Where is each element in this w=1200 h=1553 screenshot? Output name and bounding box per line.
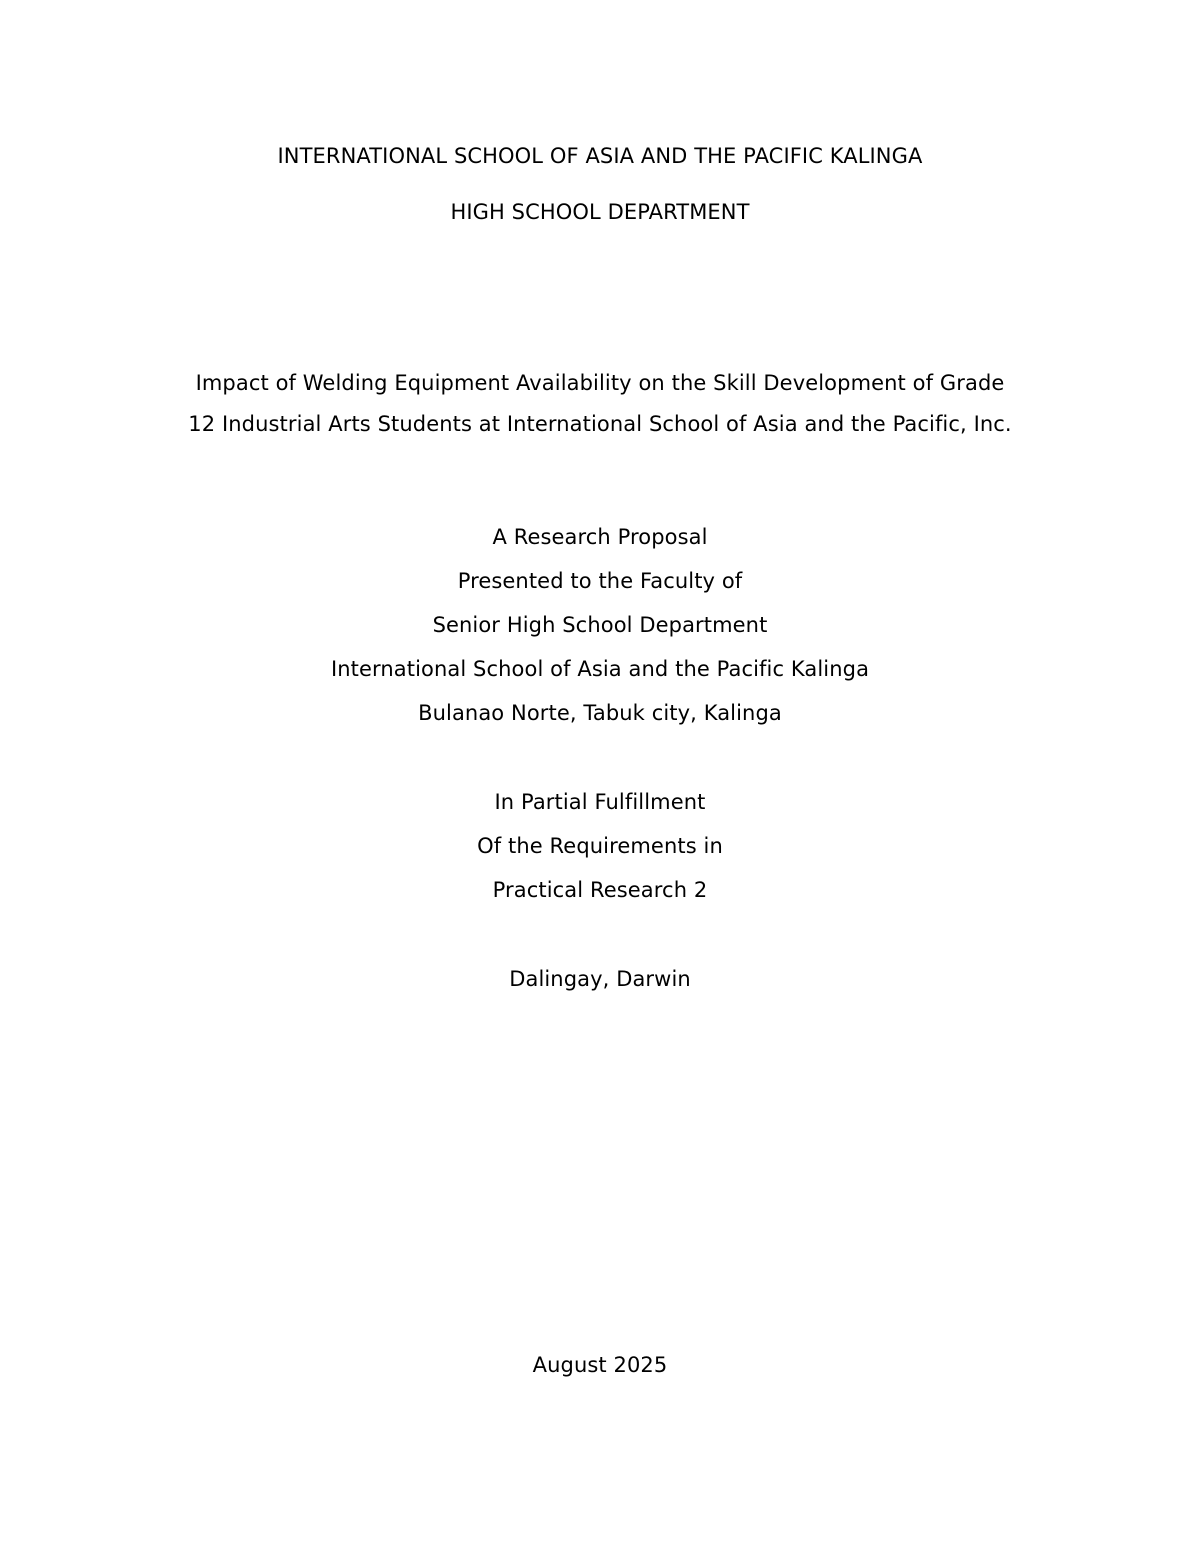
proposal-line: Presented to the Faculty of	[457, 569, 743, 593]
fulfillment-line: Practical Research 2	[492, 878, 708, 902]
proposal-line: Senior High School Department	[432, 613, 768, 637]
research-title-line-2: 12 Industrial Arts Students at International School of Asia and the Pacific, Inc.	[188, 412, 1012, 436]
research-title-line-1: Impact of Welding Equipment Availability on the Skill Development of Grade	[195, 371, 1005, 395]
fulfillment-line: In Partial Fulfillment	[494, 790, 706, 814]
proposal-line: A Research Proposal	[492, 525, 708, 549]
submission-date: August 2025	[532, 1353, 668, 1377]
author-name: Dalingay, Darwin	[509, 967, 691, 991]
school-name: INTERNATIONAL SCHOOL OF ASIA AND THE PACIFIC KALINGA	[277, 144, 923, 168]
proposal-line: International School of Asia and the Pacific Kalinga	[330, 657, 870, 681]
proposal-line: Bulanao Norte, Tabuk city, Kalinga	[418, 701, 782, 725]
fulfillment-line: Of the Requirements in	[477, 834, 723, 858]
department-name: HIGH SCHOOL DEPARTMENT	[450, 200, 750, 224]
